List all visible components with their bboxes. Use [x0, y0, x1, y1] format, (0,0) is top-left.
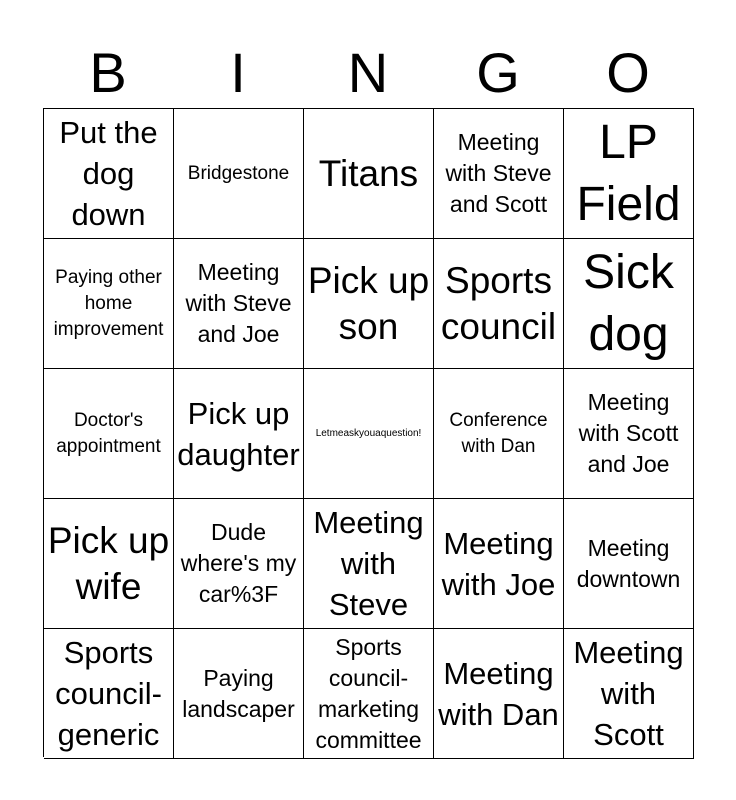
bingo-cell-r2-c4[interactable]: [434, 239, 564, 369]
cell-text: Letmeaskyouaquestion!: [315, 427, 422, 439]
cell-text: Pick up wife: [47, 519, 170, 607]
cell-text: Sports council-marketing committee: [315, 633, 422, 753]
cell-text: Meeting with Joe: [441, 525, 556, 602]
bingo-cell-r5-c4[interactable]: [434, 629, 564, 759]
bingo-cell-r4-c3[interactable]: [304, 499, 434, 629]
bingo-cell-r1-c4[interactable]: [434, 109, 564, 239]
bingo-cell-r5-c5[interactable]: [564, 629, 694, 759]
bingo-cell-r1-c5[interactable]: [564, 109, 694, 239]
bingo-cell-r1-c3[interactable]: [304, 109, 434, 239]
cell-text: Meeting downtown: [576, 534, 681, 592]
bingo-cell-r3-c2[interactable]: [174, 369, 304, 499]
cell-text: Paying landscaper: [182, 664, 295, 722]
header-letter-i: I: [230, 41, 246, 104]
bingo-cell-r5-c1[interactable]: [44, 629, 174, 759]
bingo-cell-r4-c2[interactable]: [174, 499, 304, 629]
bingo-cell-r2-c2[interactable]: [174, 239, 304, 369]
cell-text: Conference with Dan: [449, 409, 548, 457]
cell-text: Put the dog down: [59, 115, 158, 232]
cell-text: Doctor's appointment: [56, 409, 161, 457]
bingo-cell-r3-c4[interactable]: [434, 369, 564, 499]
bingo-header: [43, 38, 693, 108]
cell-text: Sick dog: [583, 245, 674, 361]
cell-text: Meeting with Steve: [313, 505, 424, 622]
cell-text: Meeting with Scott and Joe: [578, 389, 679, 477]
bingo-board: [43, 108, 694, 757]
header-letter-o: O: [606, 41, 650, 104]
cell-text: LP Field: [576, 115, 681, 231]
cell-text: Meeting with Steve and Scott: [445, 129, 552, 217]
header-letter-b: B: [89, 41, 127, 104]
bingo-cell-r2-c1[interactable]: [44, 239, 174, 369]
cell-text: Pick up daughter: [177, 395, 300, 472]
bingo-cell-r5-c3[interactable]: [304, 629, 434, 759]
bingo-cell-r1-c1[interactable]: [44, 109, 174, 239]
bingo-cell-r5-c2[interactable]: [174, 629, 304, 759]
bingo-cell-r2-c5[interactable]: [564, 239, 694, 369]
bingo-cell-r3-c1[interactable]: [44, 369, 174, 499]
cell-text: Sports council: [440, 259, 557, 347]
bingo-cell-r4-c4[interactable]: [434, 499, 564, 629]
cell-text: Bridgestone: [187, 162, 290, 184]
cell-text: Dude where's my car%3F: [180, 519, 297, 607]
bingo-cell-r1-c2[interactable]: [174, 109, 304, 239]
bingo-cell-r4-c1[interactable]: [44, 499, 174, 629]
cell-text: Paying other home improvement: [53, 266, 164, 340]
cell-text: Meeting with Scott: [573, 635, 684, 752]
cell-text: Meeting with Dan: [438, 655, 559, 732]
cell-text: Sports council-generic: [55, 635, 162, 752]
cell-text: Titans: [318, 152, 419, 194]
bingo-cell-r2-c3[interactable]: [304, 239, 434, 369]
header-letter-g: G: [476, 41, 520, 104]
bingo-cell-r3-c3[interactable]: [304, 369, 434, 499]
header-letter-n: N: [347, 41, 389, 104]
cell-text: Meeting with Steve and Joe: [185, 259, 292, 347]
bingo-cell-r3-c5[interactable]: [564, 369, 694, 499]
cell-text: Pick up son: [307, 259, 430, 347]
bingo-cell-r4-c5[interactable]: [564, 499, 694, 629]
